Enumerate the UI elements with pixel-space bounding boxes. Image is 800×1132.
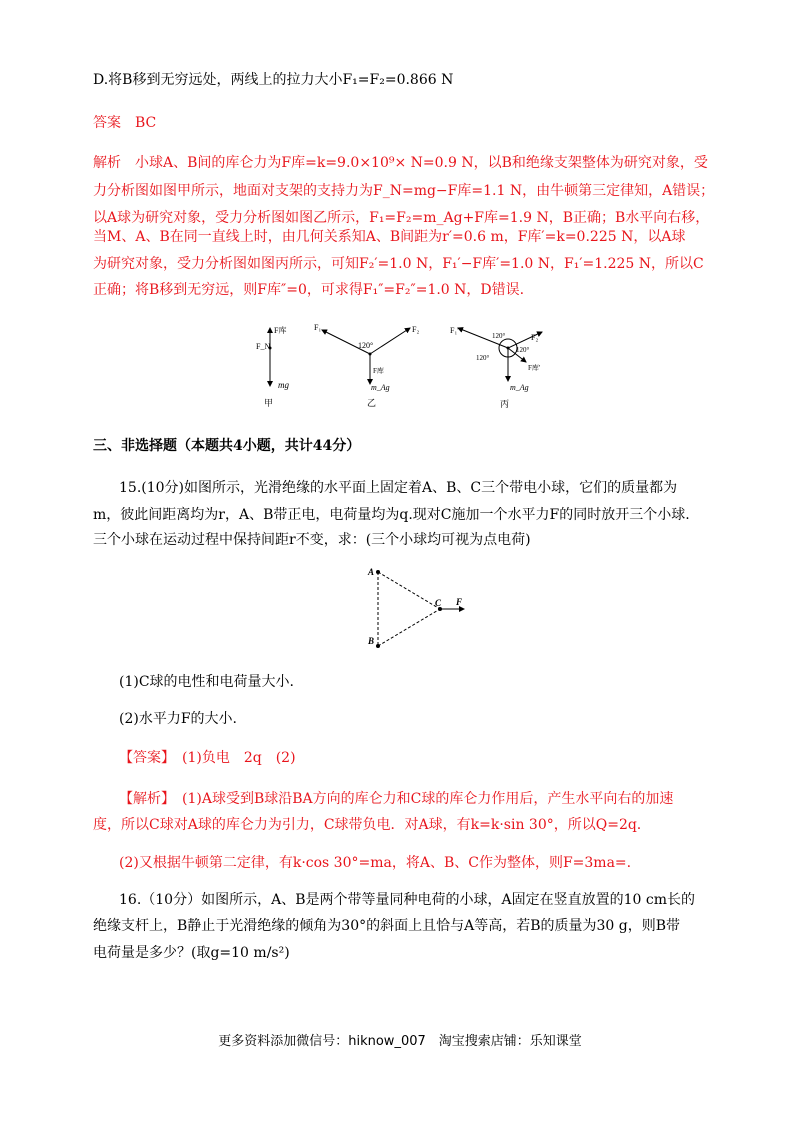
jia-mg-label: mg bbox=[278, 380, 289, 390]
fig15-f-label: F bbox=[456, 597, 463, 607]
fig15-c-label: C bbox=[435, 598, 442, 608]
bing-caption: 丙 bbox=[500, 399, 510, 409]
q15-analysis-3: (2)又根据牛顿第二定律，有k·cos 30°=ma，将A、B、C作为整体，则F=3ma=. bbox=[119, 855, 632, 871]
analysis-line-4: 当M、A、B在同一直线上时，由几何关系知A、B间距为r′=0.6 m，F库′=k=0.225 N，以A球 bbox=[93, 229, 686, 245]
yi-f1-label: F₁ bbox=[314, 323, 322, 332]
q16-line-2: 绝缘支杆上，B静止于光滑绝缘的倾角为30°的斜面上且恰与A等高，若B的质量为30 g，则B带 bbox=[93, 918, 681, 934]
q15-line-2: m，彼此间距离均为r，A、B带正电，电荷量均为q.现对C施加一个水平力F的同时放开三个小球. bbox=[93, 507, 690, 523]
analysis-line-5: 为研究对象，受力分析图如图丙所示，可知F₂′=1.0 N，F₁′−F库′=1.0 N，F₁′=1.225 N，所以C bbox=[93, 256, 704, 272]
force-diagrams bbox=[250, 318, 550, 413]
answer-line: 答案 BC bbox=[93, 115, 157, 131]
bing-mag-label: m_Ag bbox=[510, 383, 529, 392]
section-title: 三、非选择题（本题共4小题，共计44分） bbox=[93, 438, 361, 454]
q16-line-1: 16.（10分）如图所示，A、B是两个带等量同种电荷的小球，A固定在竖直放置的10 cm长的 bbox=[119, 892, 695, 908]
q15-analysis-1: 【解析】 (1)A球受到B球沿BA方向的库仑力和C球的库仑力作用后，产生水平向右的加速 bbox=[119, 791, 674, 807]
figure-yi bbox=[314, 323, 419, 408]
q15-line-3: 三个小球在运动过程中保持间距r不变，求：(三个小球均可视为点电荷) bbox=[93, 532, 531, 548]
fig15-a-label: A bbox=[368, 567, 375, 577]
q15-line-1: 15.(10分)如图所示，光滑绝缘的水平面上固定着A、B、C三个带电小球，它们的质量都为 bbox=[119, 480, 678, 496]
bing-angle-right: 120° bbox=[516, 346, 530, 354]
bing-angle-left: 120° bbox=[476, 354, 490, 362]
analysis-line-1: 解析 小球A、B间的库仑力为F库=k=9.0×10⁹× N=0.9 N，以B和绝缘支架整体为研究对象，受 bbox=[93, 155, 708, 171]
yi-angle-label: 120° bbox=[358, 341, 374, 350]
analysis-line-6: 正确；将B移到无穷远，则F库″=0，可求得F₁″=F₂″=1.0 N，D错误. bbox=[93, 282, 525, 298]
yi-mag-label: m_Ag bbox=[371, 383, 390, 392]
q15-sub2: (2)水平力F的大小. bbox=[119, 711, 237, 727]
option-d-text: D.将B移到无穷远处，两线上的拉力大小F₁=F₂=0.866 N bbox=[93, 72, 454, 88]
jia-fn-label: F_N bbox=[256, 342, 271, 351]
fig15-b-label: B bbox=[368, 636, 375, 646]
q15-sub1: (1)C球的电性和电荷量大小. bbox=[119, 674, 294, 690]
yi-f2-label: F₂ bbox=[412, 325, 420, 334]
figure-jia bbox=[256, 325, 289, 408]
bing-f2-label: F₂′ bbox=[531, 333, 540, 342]
yi-caption: 乙 bbox=[367, 398, 377, 408]
analysis-line-2: 力分析图如图甲所示，地面对支架的支持力为F_N=mg−F库=1.1 N，由牛顿第三定律知，A错误； bbox=[93, 183, 715, 199]
bing-angle-top: 120° bbox=[492, 332, 506, 340]
bing-f1-label: F₁′ bbox=[450, 326, 459, 335]
figure-bing bbox=[450, 326, 542, 409]
yi-fku-label: F库 bbox=[373, 367, 384, 375]
analysis-line-3: 以A球为研究对象，受力分析图如图乙所示，F₁=F₂=m_Ag+F库=1.9 N，B正确；B水平向右移， bbox=[93, 210, 710, 226]
q15-analysis-2: 度，所以C球对A球的库仑力为引力，C球带负电．对A球，有k=k·sin 30°，所以Q=2q. bbox=[93, 817, 642, 833]
footer-text: 更多资料添加微信号：hiknow_007 淘宝搜索店铺：乐知课堂 bbox=[218, 1034, 582, 1049]
q16-line-3: 电荷量是多少？(取g=10 m/s²) bbox=[93, 945, 290, 961]
jia-caption: 甲 bbox=[264, 398, 274, 408]
q15-answer: 【答案】 (1)负电 2q (2) bbox=[119, 750, 296, 766]
bing-fku-label: F库′ bbox=[528, 364, 541, 372]
triangle-figure bbox=[360, 562, 470, 654]
jia-fku-label: F库 bbox=[274, 326, 287, 335]
